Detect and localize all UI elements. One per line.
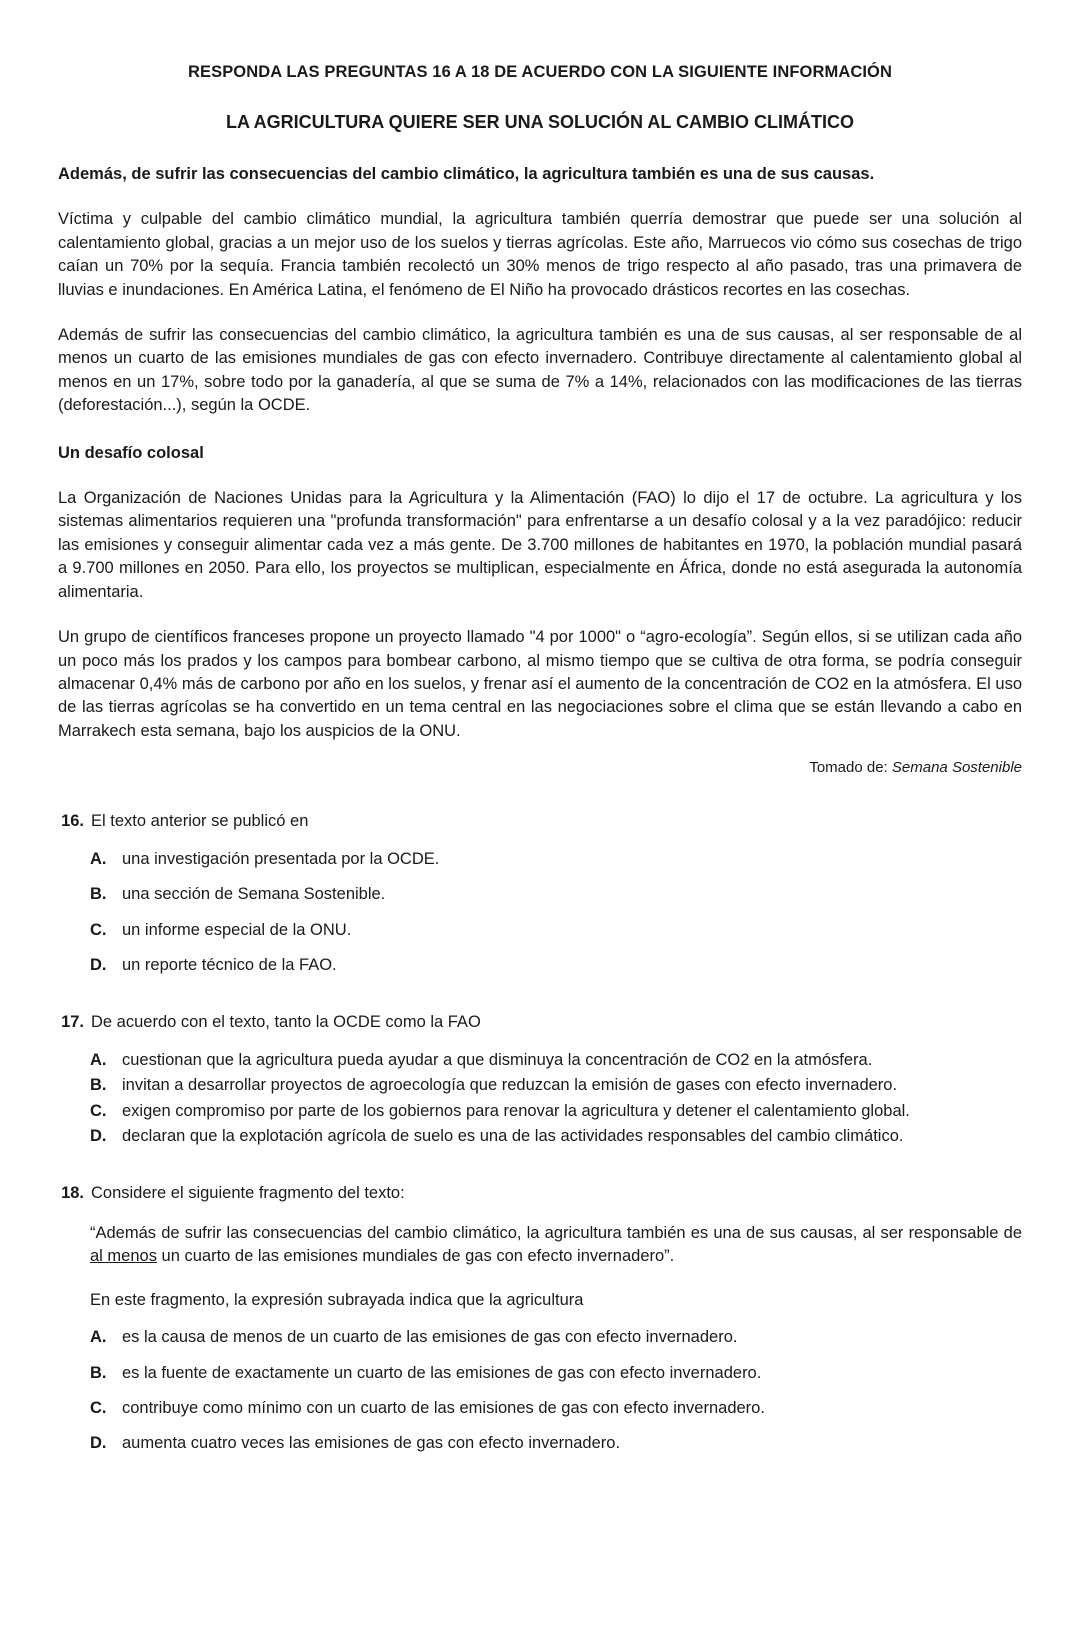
fragment-underlined: al menos	[90, 1247, 157, 1266]
source-prefix: Tomado de:	[809, 759, 892, 777]
option-18-b-letter: B.	[90, 1363, 107, 1382]
question-18-text: Considere el siguiente fragmento del texto:	[91, 1184, 405, 1203]
option-18-a-letter: A.	[90, 1328, 107, 1347]
option-17-b-letter: B.	[90, 1076, 107, 1095]
question-17-options	[58, 1049, 1022, 1149]
option-16-d-text: un reporte técnico de la FAO.	[122, 955, 337, 974]
option-18-b[interactable]	[58, 1362, 1022, 1385]
instruction-heading: RESPONDA LAS PREGUNTAS 16 A 18 DE ACUERDO CON LA SIGUIENTE INFORMACIÓN	[187, 63, 893, 81]
article-paragraph-3: La Organización de Naciones Unidas para la Agricultura y la Alimentación (FAO) lo dijo el 17 de octubre. La agricultura y los sistemas alimentarios requieren una "profunda transformación" para enfrentarse a un desafío colosal y a la vez paradójico: reducir las emisiones y conseguir alimentar cada vez a más gente. De 3.700 millones de habitantes en 1970, la población mundial pasará a 9.700 millones en 2050. Para ello, los proyectos se multiplican, especialmente en África, donde no está asegurada la autonomía alimentaria.	[58, 489, 1022, 601]
option-17-b-text: invitan a desarrollar proyectos de agroecología que reduzcan la emisión de gases con efecto invernadero.	[122, 1076, 898, 1095]
question-16-number: 16.	[61, 812, 84, 831]
option-16-a-letter: A.	[90, 849, 107, 868]
question-16-options	[58, 848, 1022, 978]
question-18-number: 18.	[61, 1184, 84, 1203]
question-18	[58, 1182, 1022, 1455]
article-source	[58, 759, 1022, 776]
option-17-d-letter: D.	[90, 1127, 107, 1146]
article-paragraph-2: Además de sufrir las consecuencias del cambio climático, la agricultura también es una de sus causas, al ser responsable de al menos un cuarto de las emisiones mundiales de gas con efecto invernadero. Contribuye directamente al calentamiento global al menos en un 17%, sobre todo por la ganadería, al que se suma de 7% a 14%, relacionados con las modificaciones de las tierras (deforestación...), según la OCDE.	[58, 325, 1022, 415]
article-paragraph-4: Un grupo de científicos franceses propone un proyecto llamado "4 por 1000" o “agro-ecología”. Según ellos, si se utilizan cada año un poco más los prados y los campos para bombear carbono, al mismo tiempo que se cultiva de otra forma, se podría conseguir almacenar 0,4% más de carbono por año en los suelos, y frenar así el aumento de la concentración de CO2 en la atmósfera. El uso de las tierras agrícolas se ha convertido en un tema central en las negociaciones sobre el clima que se están llevando a cabo en Marrakech esta semana, bajo los auspicios de la ONU.	[58, 628, 1022, 740]
article-title: LA AGRICULTURA QUIERE SER UNA SOLUCIÓN AL CAMBIO CLIMÁTICO	[226, 112, 854, 133]
question-18-fragment	[90, 1222, 1022, 1269]
fragment-after: un cuarto de las emisiones mundiales de gas con efecto invernadero”.	[156, 1247, 675, 1266]
option-17-d[interactable]	[58, 1125, 1022, 1148]
source-name: Semana Sostenible	[891, 759, 1022, 777]
option-17-d-text: declaran que la explotación agrícola de suelo es una de las actividades responsables del cambio climático.	[122, 1127, 904, 1146]
option-16-b-letter: B.	[90, 885, 107, 904]
option-17-c-letter: C.	[90, 1101, 107, 1120]
fragment-before: “Además de sufrir las consecuencias del cambio climático, la agricultura también es una de sus causas, al ser responsable de	[90, 1223, 1022, 1242]
question-18-followup: En este fragmento, la expresión subrayada indica que la agricultura	[90, 1290, 584, 1309]
question-17-text: De acuerdo con el texto, tanto la OCDE como la FAO	[91, 1013, 481, 1032]
option-16-d[interactable]	[58, 954, 1022, 977]
option-17-c[interactable]	[58, 1100, 1022, 1123]
option-18-b-text: es la fuente de exactamente un cuarto de las emisiones de gas con efecto invernadero.	[122, 1363, 762, 1382]
question-16-text: El texto anterior se publicó en	[91, 812, 309, 831]
article-lead: Además, de sufrir las consecuencias del cambio climático, la agricultura también es una de sus causas.	[58, 164, 875, 183]
option-17-a-letter: A.	[90, 1050, 107, 1069]
option-18-c-text: contribuye como mínimo con un cuarto de las emisiones de gas con efecto invernadero.	[122, 1399, 765, 1418]
question-18-options	[58, 1326, 1022, 1456]
option-18-d-text: aumenta cuatro veces las emisiones de gas con efecto invernadero.	[122, 1434, 621, 1453]
option-17-c-text: exigen compromiso por parte de los gobiernos para renovar la agricultura y detener el calentamiento global.	[122, 1101, 910, 1120]
option-17-a[interactable]	[58, 1049, 1022, 1072]
question-17	[58, 1011, 1022, 1148]
question-17-number: 17.	[61, 1013, 84, 1032]
article-subheading: Un desafío colosal	[58, 443, 204, 462]
option-16-a-text: una investigación presentada por la OCDE.	[122, 849, 440, 868]
question-18-stem	[58, 1182, 1022, 1205]
option-18-a[interactable]	[58, 1326, 1022, 1349]
option-18-c[interactable]	[58, 1397, 1022, 1420]
option-17-b[interactable]	[58, 1074, 1022, 1097]
option-18-c-letter: C.	[90, 1399, 107, 1418]
option-16-c[interactable]	[58, 919, 1022, 942]
article-paragraph-1: Víctima y culpable del cambio climático mundial, la agricultura también querría demostrar que puede ser una solución al calentamiento global, gracias a un mejor uso de los suelos y tierras agrícolas. Este año, Marruecos vio cómo sus cosechas de trigo caían un 70% por la sequía. Francia también recolectó un 30% menos de trigo respecto al año pasado, tras una primavera de lluvias e inundaciones. En América Latina, el fenómeno de El Niño ha provocado drásticos recortes en las cosechas.	[58, 210, 1022, 299]
option-16-d-letter: D.	[90, 955, 107, 974]
option-16-c-letter: C.	[90, 920, 107, 939]
option-16-b-text: una sección de Semana Sostenible.	[122, 885, 386, 904]
option-18-a-text: es la causa de menos de un cuarto de las emisiones de gas con efecto invernadero.	[122, 1328, 738, 1347]
option-17-a-text: cuestionan que la agricultura pueda ayudar a que disminuya la concentración de CO2 en la atmósfera.	[122, 1050, 873, 1069]
option-18-d[interactable]	[58, 1432, 1022, 1455]
option-16-c-text: un informe especial de la ONU.	[122, 920, 352, 939]
option-16-a[interactable]	[58, 848, 1022, 871]
option-16-b[interactable]	[58, 883, 1022, 906]
question-16	[58, 810, 1022, 977]
question-16-stem	[58, 810, 1022, 833]
question-17-stem	[58, 1011, 1022, 1034]
option-18-d-letter: D.	[90, 1434, 107, 1453]
